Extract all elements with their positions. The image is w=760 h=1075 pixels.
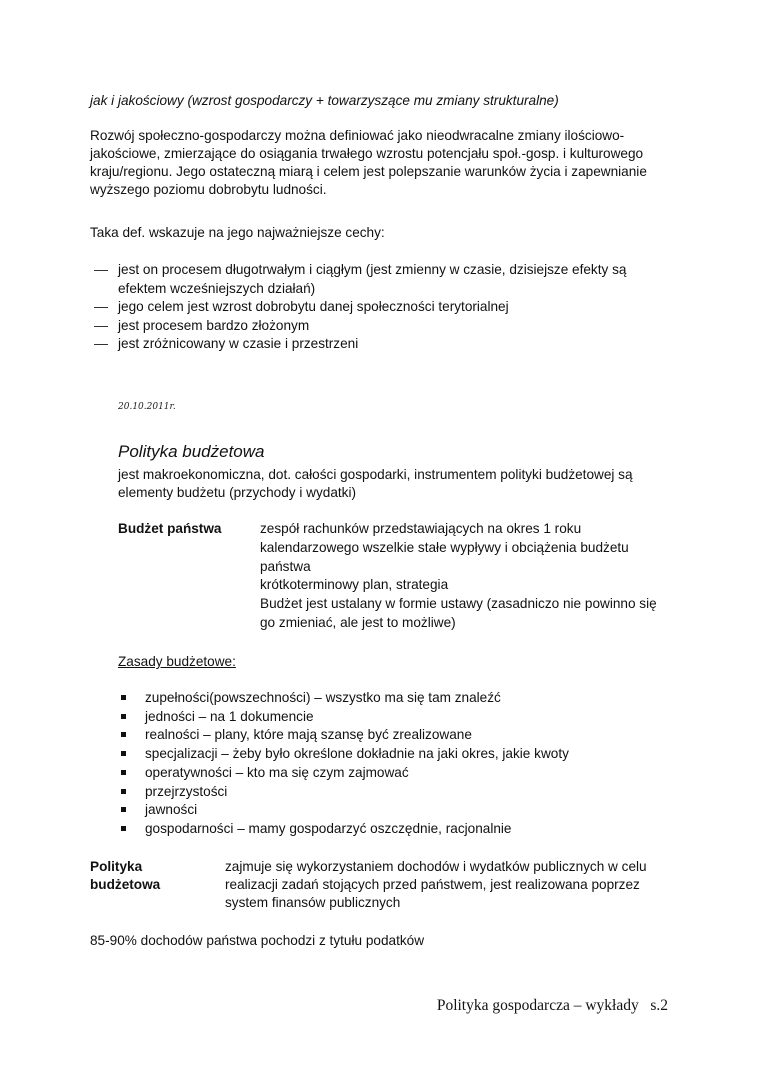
polityka-definition-line: realizacji zadań stojących przed państwem, jest realizowana poprzez — [225, 877, 640, 892]
list-item — [118, 689, 569, 708]
polityka-term-line: budżetowa — [90, 877, 161, 892]
definition-paragraph — [90, 127, 647, 199]
list-item-text: jest on procesem długotrwałym i ciągłym (jest zmienny w czasie, dzisiejsze efekty są — [118, 262, 627, 277]
closing-line: 85-90% dochodów państwa pochodzi z tytułu podatków — [90, 933, 425, 948]
zasady-list — [118, 689, 569, 839]
zasady-heading: Zasady budżetowe: — [118, 654, 236, 669]
square-bullet-icon — [121, 732, 126, 737]
dash-bullet-icon — [94, 344, 108, 345]
square-bullet-icon — [121, 714, 126, 719]
list-item-text: zupełności(powszechności) – wszystko ma się tam znaleźć — [145, 690, 501, 705]
square-bullet-icon — [121, 751, 126, 756]
dash-bullet-icon — [94, 270, 108, 271]
list-item-text: specjalizacji – żeby było określone dokładnie na jaki okres, jakie kwoty — [145, 746, 569, 762]
list-item-text: jedności – na 1 dokumencie — [145, 708, 314, 724]
section-heading: Polityka budżetowa — [118, 442, 265, 461]
square-bullet-icon — [121, 789, 126, 794]
features-list — [90, 261, 626, 354]
list-item-text: jawności — [145, 802, 198, 818]
list-item — [118, 820, 569, 839]
dash-bullet-icon — [94, 307, 108, 308]
section-intro — [118, 466, 633, 502]
square-bullet-icon — [121, 826, 126, 831]
budzet-definition-line: zespół rachunków przedstawiających na okres 1 roku — [260, 521, 582, 536]
list-item — [90, 298, 626, 317]
list-item — [118, 764, 569, 783]
polityka-term-line: Polityka — [90, 859, 143, 874]
list-item — [118, 745, 569, 764]
list-item-text: operatywności – kto ma się czym zajmować — [145, 764, 409, 780]
list-item — [90, 335, 626, 354]
budzet-definition-line: Budżet jest ustalany w formie ustawy (zasadniczo nie powinno się — [260, 596, 657, 612]
polityka-definition — [225, 858, 647, 912]
list-item-text: jego celem jest wzrost dobrobytu danej społeczności terytorialnej — [118, 299, 509, 314]
list-item-text: realności – plany, które mają szansę być zrealizowane — [145, 727, 472, 743]
definition-line: jakościowe, zmierzające do osiągania trwałego wzrostu potencjału społ.-gosp. i kulturowego — [90, 146, 644, 161]
square-bullet-icon — [121, 807, 126, 812]
square-bullet-icon — [121, 695, 126, 700]
list-item — [90, 317, 626, 336]
lecture-date: 20.10.2011r. — [118, 402, 176, 412]
list-item-text: przejrzystości — [145, 783, 228, 799]
budzet-definition-line: go zmieniać, ale jest to możliwe) — [260, 614, 456, 630]
square-bullet-icon — [121, 770, 126, 775]
list-item-text: efektem wcześniejszych działań) — [118, 280, 316, 296]
budzet-definition-line: państwa — [260, 558, 311, 574]
list-item — [118, 801, 569, 820]
list-item — [118, 783, 569, 802]
budzet-definition — [260, 520, 657, 633]
budzet-definition-line: krótkoterminowy plan, strategia — [260, 577, 449, 593]
definition-line: Rozwój społeczno-gospodarczy można definiować jako nieodwracalne zmiany ilościowo- — [90, 128, 625, 143]
section-intro-line: elementy budżetu (przychody i wydatki) — [118, 485, 356, 500]
dash-bullet-icon — [94, 326, 108, 327]
polityka-definition-line: system finansów publicznych — [225, 895, 401, 910]
section-intro-line: jest makroekonomiczna, dot. całości gospodarki, instrumentem polityki budżetowej są — [118, 467, 633, 482]
polityka-definition-line: zajmuje się wykorzystaniem dochodów i wydatków publicznych w celu — [225, 859, 647, 874]
polityka-term — [90, 858, 160, 894]
page-footer: Polityka gospodarcza – wykłady s.2 — [436, 997, 668, 1014]
list-item — [118, 726, 569, 745]
list-item — [90, 261, 626, 298]
list-item — [118, 708, 569, 727]
features-intro: Taka def. wskazuje na jego najważniejsze cechy: — [90, 225, 385, 240]
list-item-text: jest procesem bardzo złożonym — [118, 317, 310, 333]
definition-line: wyższego poziomu dobrobytu ludności. — [90, 182, 327, 197]
definition-line: kraju/regionu. Jego ostateczną miarą i celem jest polepszanie warunków życia i zapewnianie — [90, 164, 647, 179]
intro-italic-line: jak i jakościowy (wzrost gospodarczy + towarzyszące mu zmiany strukturalne) — [90, 93, 559, 108]
list-item-text: jest zróżnicowany w czasie i przestrzeni — [118, 336, 359, 351]
budzet-definition-line: kalendarzowego wszelkie stałe wypływy i obciążenia budżetu — [260, 539, 629, 555]
list-item-text: gospodarności – mamy gospodarzyć oszczędnie, racjonalnie — [145, 820, 512, 836]
budzet-term: Budżet państwa — [118, 521, 222, 536]
